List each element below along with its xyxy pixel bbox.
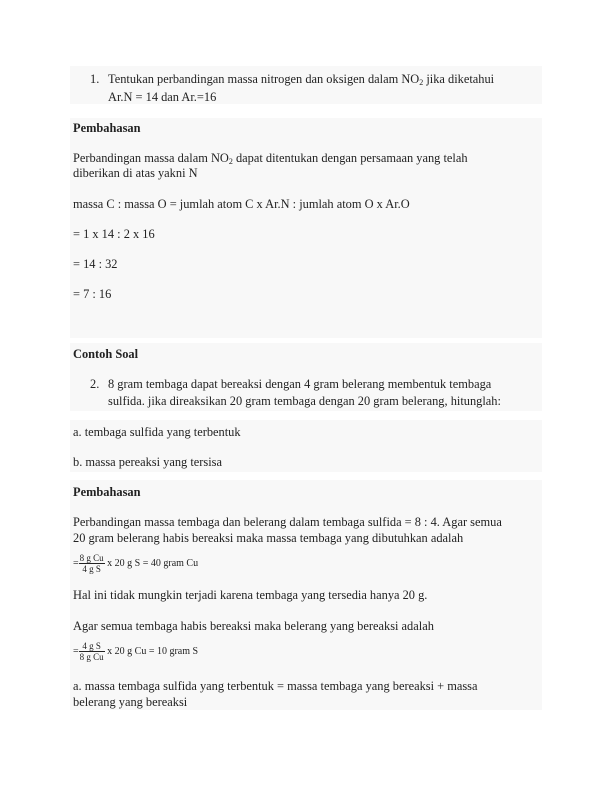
formula-2-fraction [79, 641, 105, 662]
formula-1-prefix: = [73, 557, 79, 569]
solution-1-heading: Pembahasan [73, 121, 141, 135]
question-1-subscript: 2 [419, 78, 424, 87]
question-1-line-2: Ar.N = 14 dan Ar.=16 [108, 90, 217, 104]
solution-1-equation-4: = 7 : 16 [73, 287, 112, 301]
option-a: a. tembaga sulfida yang terbentuk [73, 425, 241, 439]
formula-1-rest: x 20 g S = 40 gram Cu [107, 557, 199, 569]
question-2-number: 2. [90, 377, 100, 391]
solution-2-paragraph-2: Hal ini tidak mungkin terjadi karena tembaga yang tersedia hanya 20 g. [73, 588, 428, 602]
solution-1-equation-1: massa C : massa O = jumlah atom C x Ar.N : jumlah atom O x Ar.O [73, 197, 410, 211]
solution-1-equation-2: = 1 x 14 : 2 x 16 [73, 227, 155, 241]
answer-a-line-1: a. massa tembaga sulfida yang terbentuk = massa tembaga yang bereaksi + massa [73, 679, 478, 693]
solution-2-paragraph-line-1: Perbandingan massa tembaga dan belerang dalam tembaga sulfida = 8 : 4. Agar semua [73, 515, 502, 529]
question-1-line-1 [108, 72, 494, 87]
question-2-line-1: 8 gram tembaga dapat bereaksi dengan 4 gram belerang membentuk tembaga [108, 377, 492, 391]
solution-1-text: Perbandingan massa dalam NO [73, 151, 229, 165]
solution-2-paragraph-3: Agar semua tembaga habis bereaksi maka belerang yang bereaksi adalah [73, 619, 434, 633]
formula-2-numerator: 4 g S [79, 641, 105, 652]
solution-1-text-end: dapat ditentukan dengan persamaan yang telah [232, 151, 468, 165]
solution-1-paragraph-line-2: diberikan di atas yakni N [73, 166, 198, 180]
formula-sulfur-reacted [73, 641, 198, 662]
solution-2-paragraph-line-2: 20 gram belerang habis bereaksi maka massa tembaga yang dibutuhkan adalah [73, 531, 464, 545]
answer-a-line-2: belerang yang bereaksi [73, 695, 188, 709]
example-heading: Contoh Soal [73, 347, 139, 361]
solution-1-subscript: 2 [228, 157, 233, 166]
solution-1-paragraph-line-1 [73, 151, 468, 166]
formula-2-denominator: 8 g Cu [79, 652, 104, 662]
formula-2-rest: x 20 g Cu = 10 gram S [107, 645, 199, 657]
solution-2-heading: Pembahasan [73, 485, 141, 499]
formula-1-fraction [79, 553, 105, 574]
question-1-text: Tentukan perbandingan massa nitrogen dan oksigen dalam NO [108, 72, 420, 86]
formula-copper-required [73, 553, 198, 574]
formula-1-numerator: 8 g Cu [79, 553, 104, 563]
question-1-number: 1. [90, 72, 100, 86]
option-b: b. massa pereaksi yang tersisa [73, 455, 222, 469]
question-2-line-2: sulfida. jika direaksikan 20 gram tembaga dengan 20 gram belerang, hitunglah: [108, 394, 501, 408]
formula-1-denominator: 4 g S [82, 564, 101, 574]
solution-1-equation-3: = 14 : 32 [73, 257, 118, 271]
question-1-text-end: jika diketahui [423, 72, 495, 86]
formula-2-prefix: = [73, 645, 79, 657]
